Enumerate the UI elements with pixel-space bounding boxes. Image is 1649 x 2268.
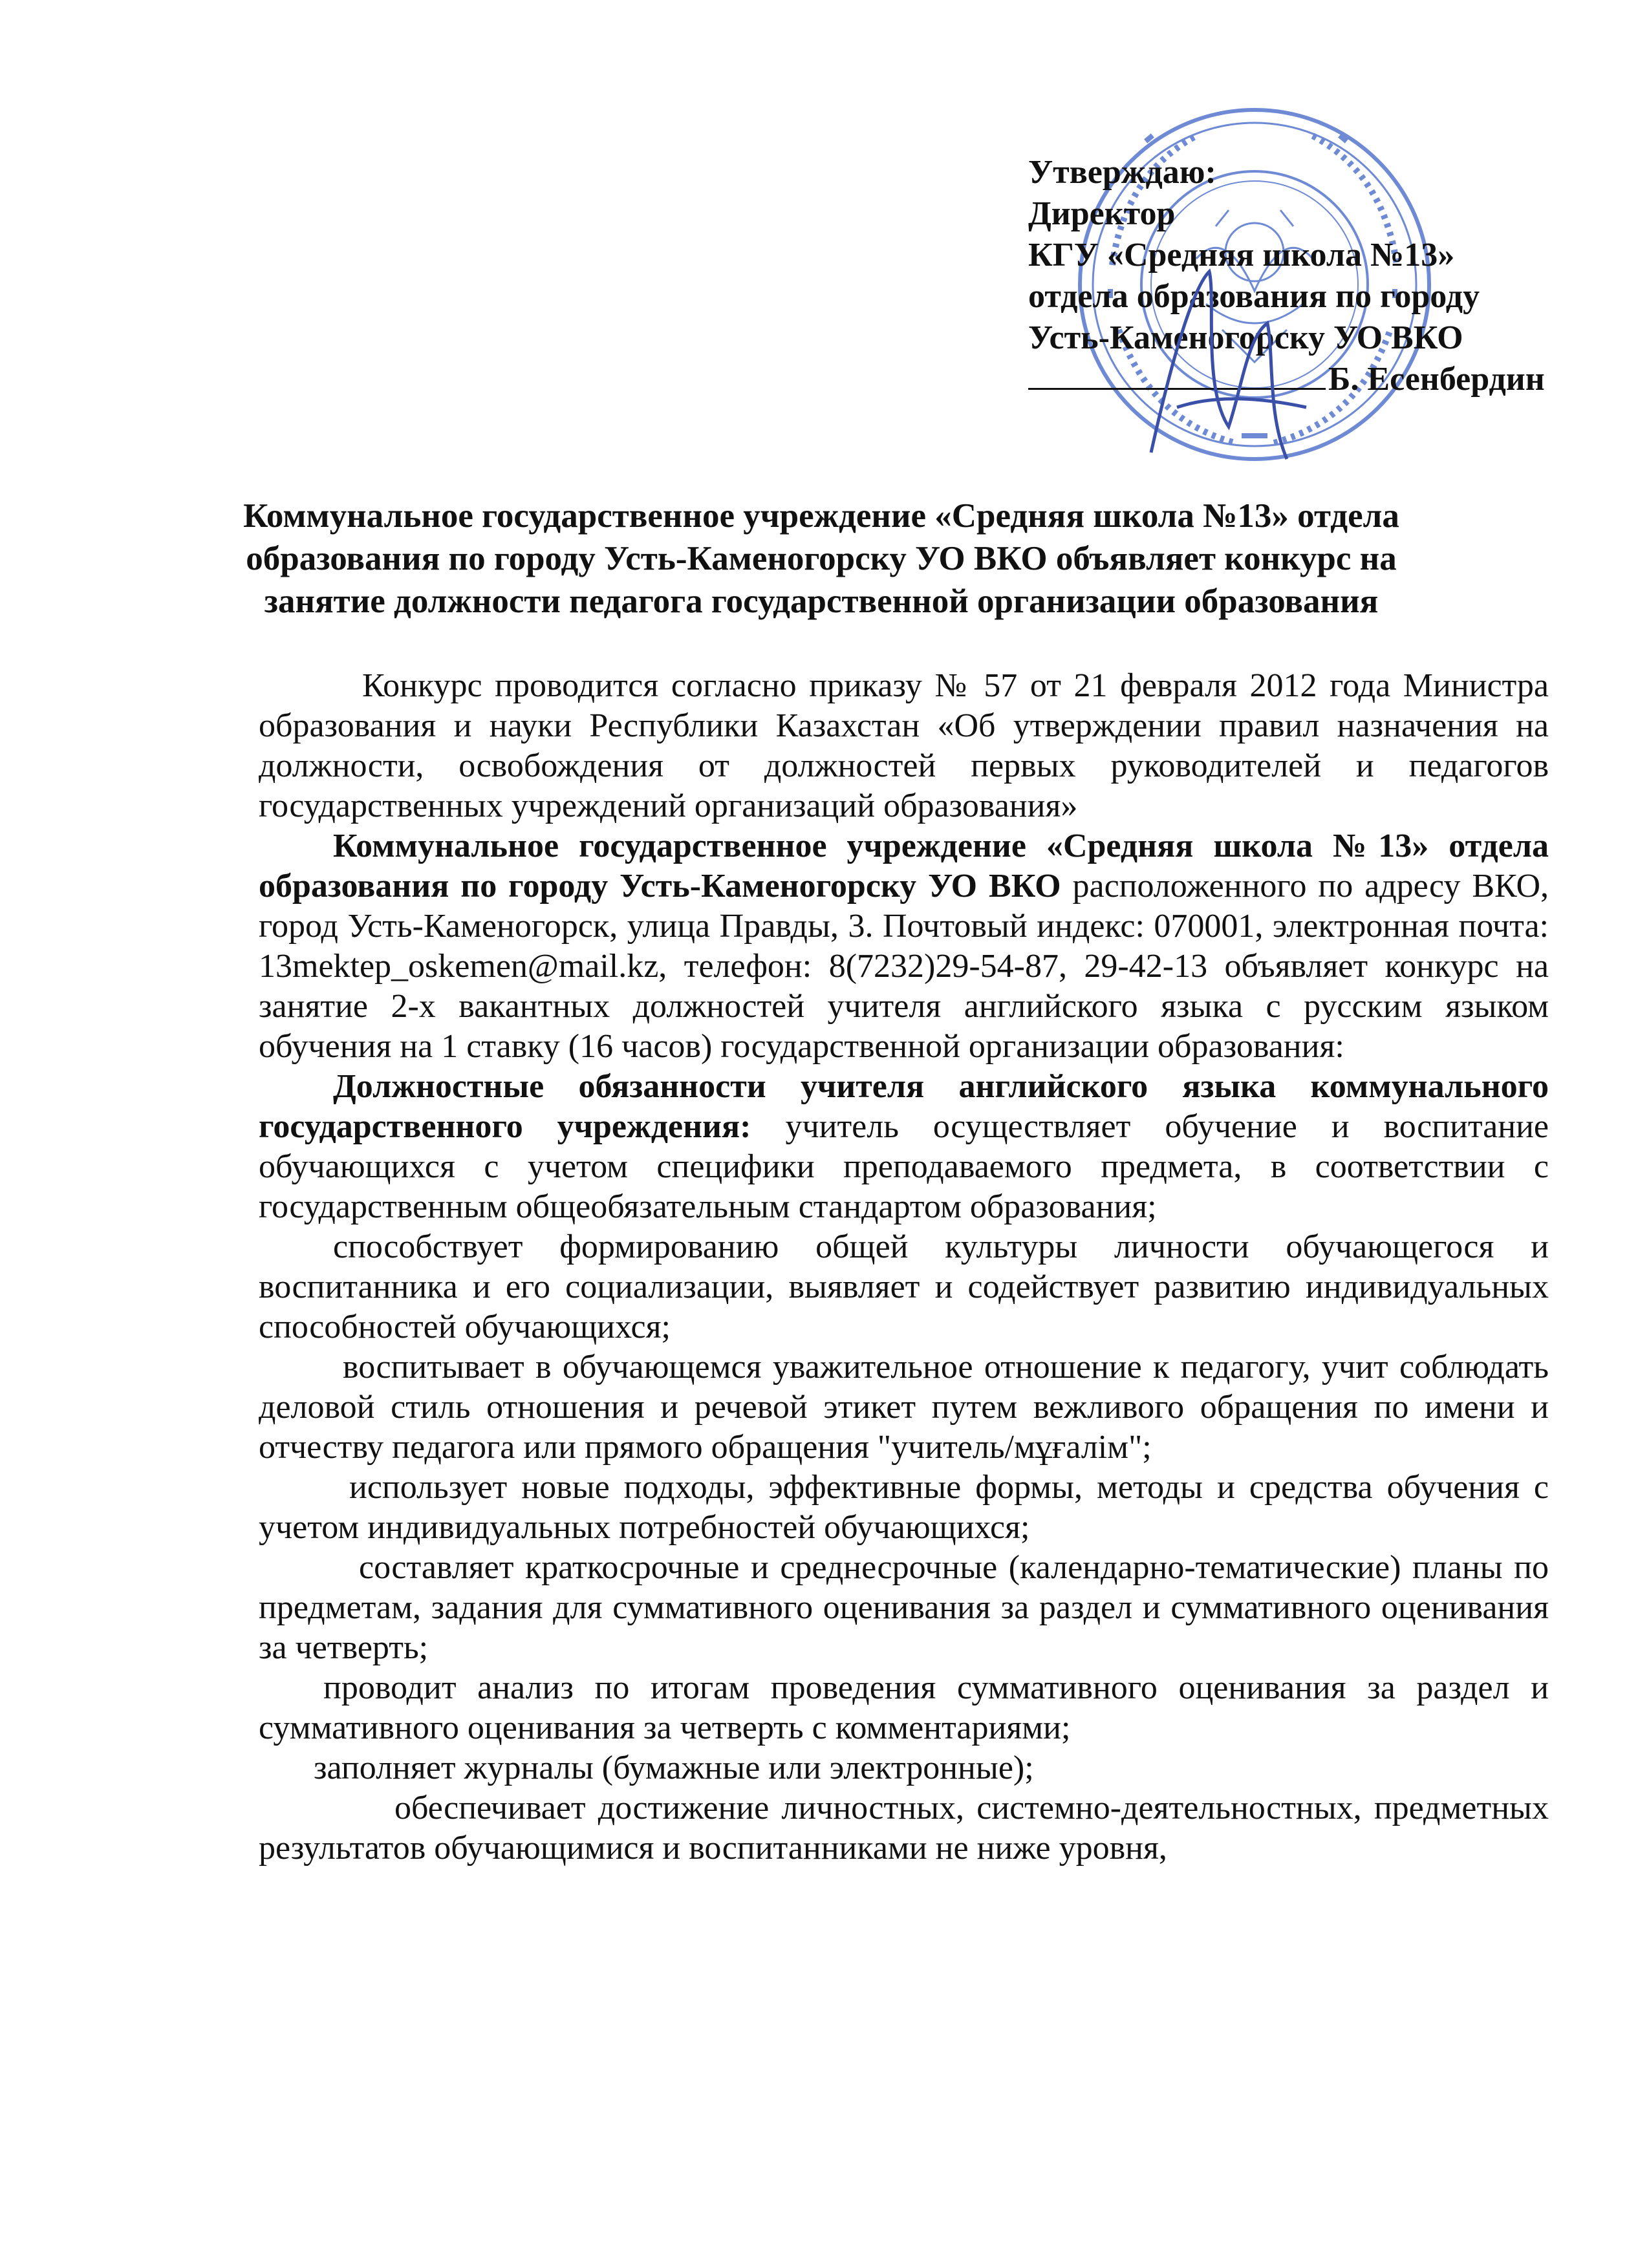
document-body xyxy=(259,666,1549,1868)
approval-signer: Б. Есенбердин xyxy=(1328,361,1545,398)
paragraph: составляет краткосрочные и среднесрочные (календарно-тематические) планы по предметам, задания для суммативного оценивания за раздел и суммативного оценивания за четверть; xyxy=(259,1549,1549,1666)
approval-city: Усть-Каменогорску УО ВКО xyxy=(1028,319,1463,356)
paragraph: способствует формированию общей культуры личности обучающегося и воспитанника и его социализации, выявляет и содействует развитию индивидуальных способностей обучающихся; xyxy=(259,1228,1549,1345)
paragraph: заполняет журналы (бумажные или электронные); xyxy=(314,1749,1034,1786)
paragraph-bold: Коммунальное государственное учреждение «Средняя школа №13» отдела образования по городу Усть-Каменогорску УО ВКО xyxy=(259,828,1549,904)
paragraph: Конкурс проводится согласно приказу № 57 от 21 февраля 2012 года Министра образования и науки Республики Казахстан «Об утверждении правил назначения на должности, освобождения от должностей первых руководителей и педагогов государственных учреждений организаций образования» xyxy=(259,667,1549,824)
paragraph xyxy=(259,826,1549,1067)
paragraph-text: расположенного по адресу ВКО, город Усть-Каменогорск, улица Правды, 3. Почтовый индекс: 070001, электронная почта: 13mektep_oskemen@mail.kz, телефон: 8(7232)29-54-87, 29-42-13 объявляет конкурс на занятие 2-х вакантных должностей учителя английского языка с русским языком обучения на 1 ставку (16 часов) государственной организации образования: xyxy=(259,868,1549,1065)
paragraph-text: учитель осуществляет обучение и воспитание обучающихся с учетом специфики преподаваемого предмета, в соответствии с государственным общеобязательным стандартом образования; xyxy=(259,1108,1549,1225)
paragraph-bold: Должностные обязанности учителя английского языка коммунального государственного учреждения: xyxy=(259,1068,1549,1145)
paragraph: обеспечивает достижение личностных, системно-деятельностных, предметных результатов обучающимися и воспитанниками не ниже уровня, xyxy=(259,1790,1549,1867)
approval-organization: КГУ «Средняя школа №13» xyxy=(1028,237,1455,273)
handwritten-signature xyxy=(1138,259,1319,472)
document-title: Коммунальное государственное учреждение «Средняя школа №13» отдела образования по городу Усть-Каменогорску УО ВКО объявляет конкурс на занятие должности педагога государственной организации образования xyxy=(243,497,1399,620)
approval-department: отдела образования по городу xyxy=(1028,278,1480,315)
paragraph: использует новые подходы, эффективные формы, методы и средства обучения с учетом индивидуальных потребностей обучающихся; xyxy=(259,1469,1549,1546)
paragraph xyxy=(259,1067,1549,1227)
paragraph: проводит анализ по итогам проведения суммативного оценивания за раздел и суммативного оценивания за четверть с комментариями; xyxy=(259,1669,1549,1746)
approval-header: Утверждаю: xyxy=(1028,154,1216,191)
paragraph: воспитывает в обучающемся уважительное отношение к педагогу, учит соблюдать деловой стиль отношения и речевой этикет путем вежливого обращения по имени и отчеству педагога или прямого обращения "учитель/мұғалім"; xyxy=(259,1349,1549,1466)
approval-position: Директор xyxy=(1028,195,1176,232)
